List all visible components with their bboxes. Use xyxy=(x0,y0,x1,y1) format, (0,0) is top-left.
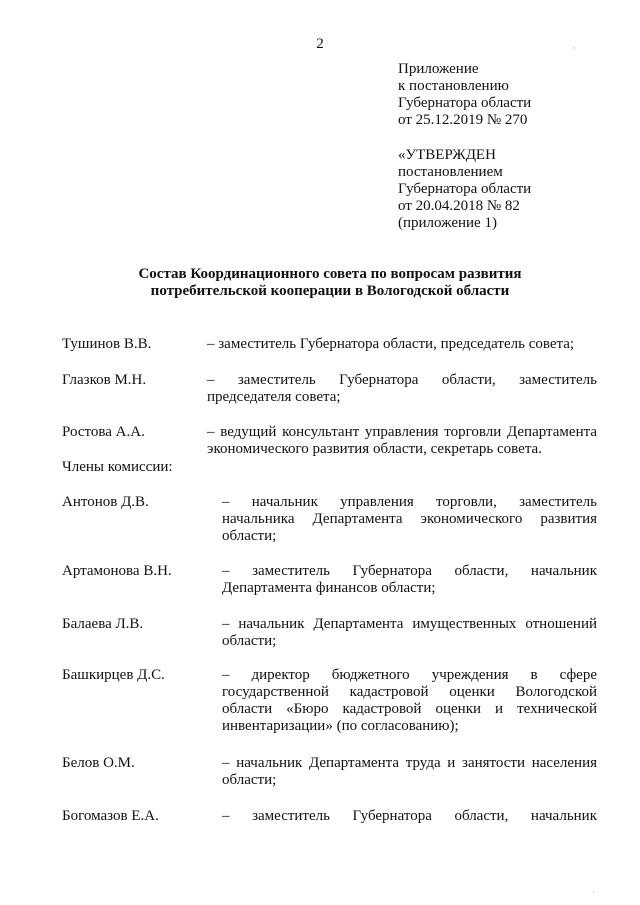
role-line: области; xyxy=(222,528,277,544)
member-name: Белов О.М. xyxy=(62,755,135,771)
role-line: инвентаризации» (по согласованию); xyxy=(222,718,459,734)
member-name: Артамонова В.Н. xyxy=(62,563,172,579)
role-line: Департамента финансов области; xyxy=(222,580,436,596)
member-role xyxy=(222,494,597,545)
scan-speck: · xyxy=(572,43,575,53)
member-name: Башкирцев Д.С. xyxy=(62,667,165,683)
approval-line: Губернатора области xyxy=(398,181,532,197)
role-line: – директор бюджетного учреждения в сфере xyxy=(222,667,597,683)
document-title xyxy=(80,266,580,300)
annex-line: от 25.12.2019 № 270 xyxy=(398,112,528,128)
approval-line: (приложение 1) xyxy=(398,215,497,231)
member-name: Ростова А.А. xyxy=(62,424,145,440)
role-line: области; xyxy=(222,633,277,649)
approval-block xyxy=(398,147,618,232)
role-line: – заместитель Губернатора области, начальник xyxy=(222,563,597,579)
member-name: Антонов Д.В. xyxy=(62,494,149,510)
approval-line: от 20.04.2018 № 82 xyxy=(398,198,520,214)
title-line: потребительской кооперации в Вологодской области xyxy=(150,283,510,299)
approval-line: «УТВЕРЖДЕН xyxy=(398,147,496,163)
member-role xyxy=(207,424,597,458)
member-role xyxy=(222,616,597,650)
scan-speck: · xyxy=(592,887,595,897)
member-role xyxy=(207,336,597,353)
member-role xyxy=(222,667,597,735)
role-line: – заместитель Губернатора области, заместитель xyxy=(207,372,597,388)
annex-block xyxy=(398,61,618,129)
member-role xyxy=(222,755,597,789)
annex-line: Губернатора области xyxy=(398,95,532,111)
annex-line: к постановлению xyxy=(398,78,509,94)
member-name: Богомазов Е.А. xyxy=(62,808,159,824)
role-line: председателя совета; xyxy=(207,389,341,405)
role-line: области «Бюро кадастровой оценки и технической xyxy=(222,701,597,717)
member-role xyxy=(222,808,597,825)
role-line: – заместитель Губернатора области, председатель совета; xyxy=(207,336,575,352)
member-role xyxy=(222,563,597,597)
role-line: государственной кадастровой оценки Вологодской xyxy=(222,684,597,700)
page-number: 2 xyxy=(316,36,324,52)
role-line: начальника Департамента экономического развития xyxy=(222,511,597,527)
role-line: – начальник управления торговли, заместитель xyxy=(222,494,597,510)
title-line: Состав Координационного совета по вопросам развития xyxy=(138,266,522,282)
role-line: – начальник Департамента имущественных отношений xyxy=(222,616,597,632)
role-line: области; xyxy=(222,772,277,788)
annex-line: Приложение xyxy=(398,61,479,77)
role-line: – начальник Департамента труда и занятости населения xyxy=(222,755,597,771)
member-name: Балаева Л.В. xyxy=(62,616,144,632)
role-line: – заместитель Губернатора области, начальник xyxy=(222,808,597,824)
members-section-label: Члены комиссии: xyxy=(62,459,173,475)
member-name: Глазков М.Н. xyxy=(62,372,147,388)
approval-line: постановлением xyxy=(398,164,503,180)
member-name: Тушинов В.В. xyxy=(62,336,152,352)
member-role xyxy=(207,372,597,406)
role-line: – ведущий консультант управления торговли Департамента xyxy=(207,424,597,440)
role-line: экономического развития области, секретарь совета. xyxy=(207,441,542,457)
